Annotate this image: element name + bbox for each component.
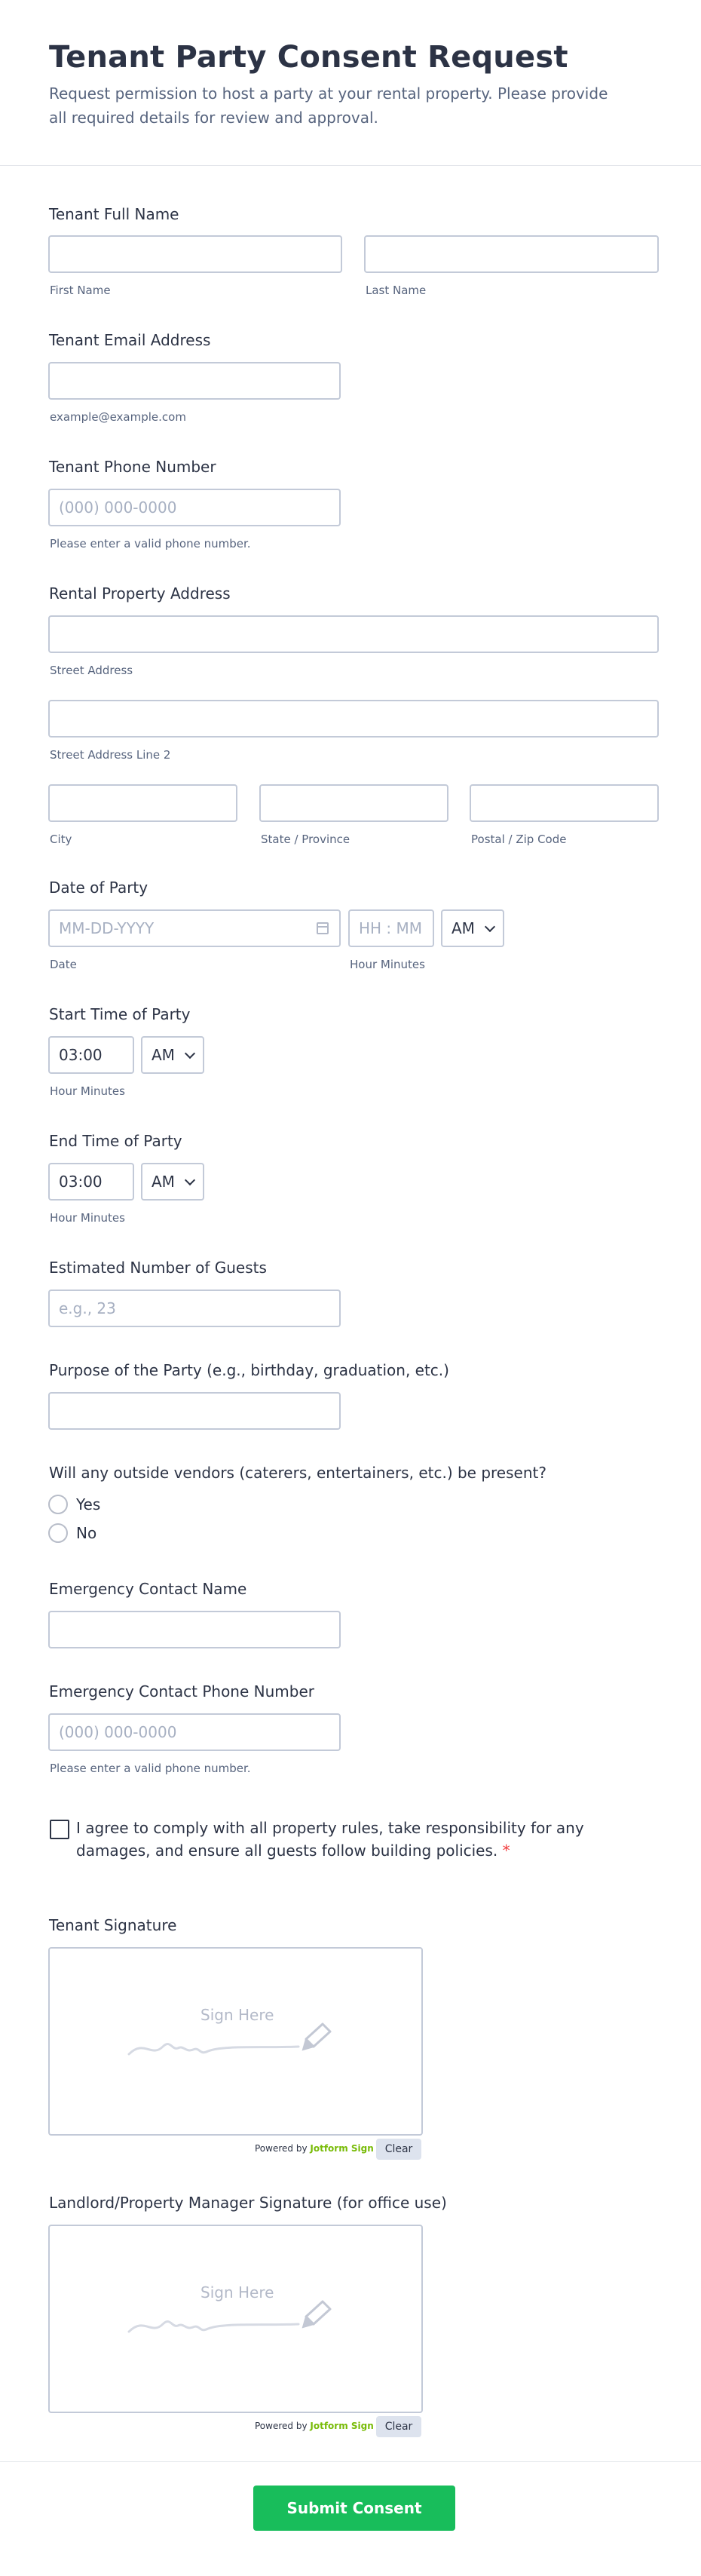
first-name-sublabel: First Name: [50, 284, 111, 297]
start-time-input[interactable]: 03:00: [48, 1036, 134, 1074]
emergency-phone-sublabel: Please enter a valid phone number.: [50, 1762, 251, 1775]
end-time-sublabel: Hour Minutes: [50, 1211, 125, 1225]
street-address-line2-input[interactable]: [48, 700, 659, 738]
landlord-signature-label: Landlord/Property Manager Signature (for office use): [49, 2194, 447, 2212]
street-address-sublabel: Street Address: [50, 664, 133, 677]
chevron-down-icon: [485, 922, 495, 932]
form-subtitle: Request permission to host a party at your rental property. Please provide all required details for review and approval.: [49, 84, 608, 127]
date-placeholder: MM-DD-YYYY: [59, 919, 155, 937]
tenant-jotform-sign-brand: Jotform Sign: [310, 2143, 374, 2154]
vendors-no-label[interactable]: No: [76, 1524, 97, 1542]
submit-button[interactable]: Submit Consent Request: [253, 2486, 455, 2531]
emergency-phone-label: Emergency Contact Phone Number: [49, 1682, 314, 1700]
zip-input[interactable]: [470, 784, 659, 822]
start-time-label: Start Time of Party: [49, 1005, 191, 1023]
purpose-input[interactable]: [48, 1392, 341, 1430]
agreement-text[interactable]: [76, 1817, 604, 1862]
street-address-input[interactable]: [48, 615, 659, 653]
start-ampm-value: AM: [152, 1046, 175, 1064]
phone-input[interactable]: (000) 000-0000: [48, 489, 341, 526]
party-time-input[interactable]: HH : MM: [348, 909, 434, 947]
vendors-label: Will any outside vendors (caterers, entertainers, etc.) be present?: [49, 1464, 546, 1482]
footer-divider: [0, 2461, 701, 2462]
vendors-yes-label[interactable]: Yes: [76, 1495, 101, 1513]
vendors-yes-radio[interactable]: [48, 1495, 68, 1514]
end-ampm-select[interactable]: [141, 1163, 204, 1201]
last-name-input[interactable]: [364, 235, 659, 273]
chevron-down-icon: [185, 1048, 195, 1059]
party-ampm-value: AM: [452, 919, 475, 937]
agreement-label: I agree to comply with all property rules, take responsibility for any damages, and ensure all guests follow building policies.: [76, 1819, 584, 1860]
state-sublabel: State / Province: [261, 833, 350, 846]
landlord-signature-pad[interactable]: [48, 2225, 423, 2413]
date-of-party-label: Date of Party: [49, 879, 148, 897]
end-ampm-value: AM: [152, 1173, 175, 1191]
vendors-no-radio[interactable]: [48, 1523, 68, 1543]
calendar-icon[interactable]: [317, 922, 329, 934]
emergency-name-input[interactable]: [48, 1611, 341, 1648]
email-label: Tenant Email Address: [49, 331, 211, 349]
start-time-sublabel: Hour Minutes: [50, 1084, 125, 1098]
address-label: Rental Property Address: [49, 584, 231, 603]
required-mark: *: [502, 1842, 510, 1860]
city-sublabel: City: [50, 833, 72, 846]
tenant-clear-button[interactable]: Clear: [376, 2139, 421, 2160]
date-sublabel: Date: [50, 958, 77, 971]
landlord-sign-here: Sign Here: [201, 2283, 274, 2302]
end-time-input[interactable]: 03:00: [48, 1163, 134, 1201]
chevron-down-icon: [185, 1175, 195, 1185]
emergency-name-label: Emergency Contact Name: [49, 1580, 247, 1598]
email-input[interactable]: [48, 362, 341, 400]
zip-sublabel: Postal / Zip Code: [471, 833, 567, 846]
first-name-input[interactable]: [48, 235, 342, 273]
tenant-powered-by: [255, 2143, 374, 2154]
tenant-powered-by-text: Powered by: [255, 2143, 308, 2154]
city-input[interactable]: [48, 784, 237, 822]
party-ampm-select[interactable]: [441, 909, 504, 947]
landlord-powered-by: [255, 2421, 374, 2431]
form-title: Tenant Party Consent Request: [49, 40, 568, 75]
phone-label: Tenant Phone Number: [49, 458, 216, 476]
street-address-line2-sublabel: Street Address Line 2: [50, 748, 171, 762]
phone-sublabel: Please enter a valid phone number.: [50, 537, 251, 550]
landlord-powered-by-text: Powered by: [255, 2421, 308, 2431]
landlord-jotform-sign-brand: Jotform Sign: [310, 2421, 374, 2431]
full-name-label: Tenant Full Name: [49, 205, 179, 223]
end-time-label: End Time of Party: [49, 1132, 182, 1150]
landlord-clear-button[interactable]: Clear: [376, 2416, 421, 2437]
state-input[interactable]: [259, 784, 448, 822]
tenant-sign-here: Sign Here: [201, 2006, 274, 2024]
start-ampm-select[interactable]: [141, 1036, 204, 1074]
party-time-sublabel: Hour Minutes: [350, 958, 425, 971]
tenant-signature-pad[interactable]: [48, 1947, 423, 2136]
guests-label: Estimated Number of Guests: [49, 1259, 267, 1277]
agreement-checkbox[interactable]: [50, 1820, 69, 1839]
last-name-sublabel: Last Name: [366, 284, 427, 297]
purpose-label: Purpose of the Party (e.g., birthday, graduation, etc.): [49, 1361, 449, 1379]
date-input[interactable]: [48, 909, 341, 947]
tenant-signature-label: Tenant Signature: [49, 1916, 177, 1934]
guests-input[interactable]: e.g., 23: [48, 1290, 341, 1327]
emergency-phone-input[interactable]: (000) 000-0000: [48, 1713, 341, 1751]
email-sublabel: example@example.com: [50, 410, 186, 424]
form-header: [0, 0, 701, 166]
